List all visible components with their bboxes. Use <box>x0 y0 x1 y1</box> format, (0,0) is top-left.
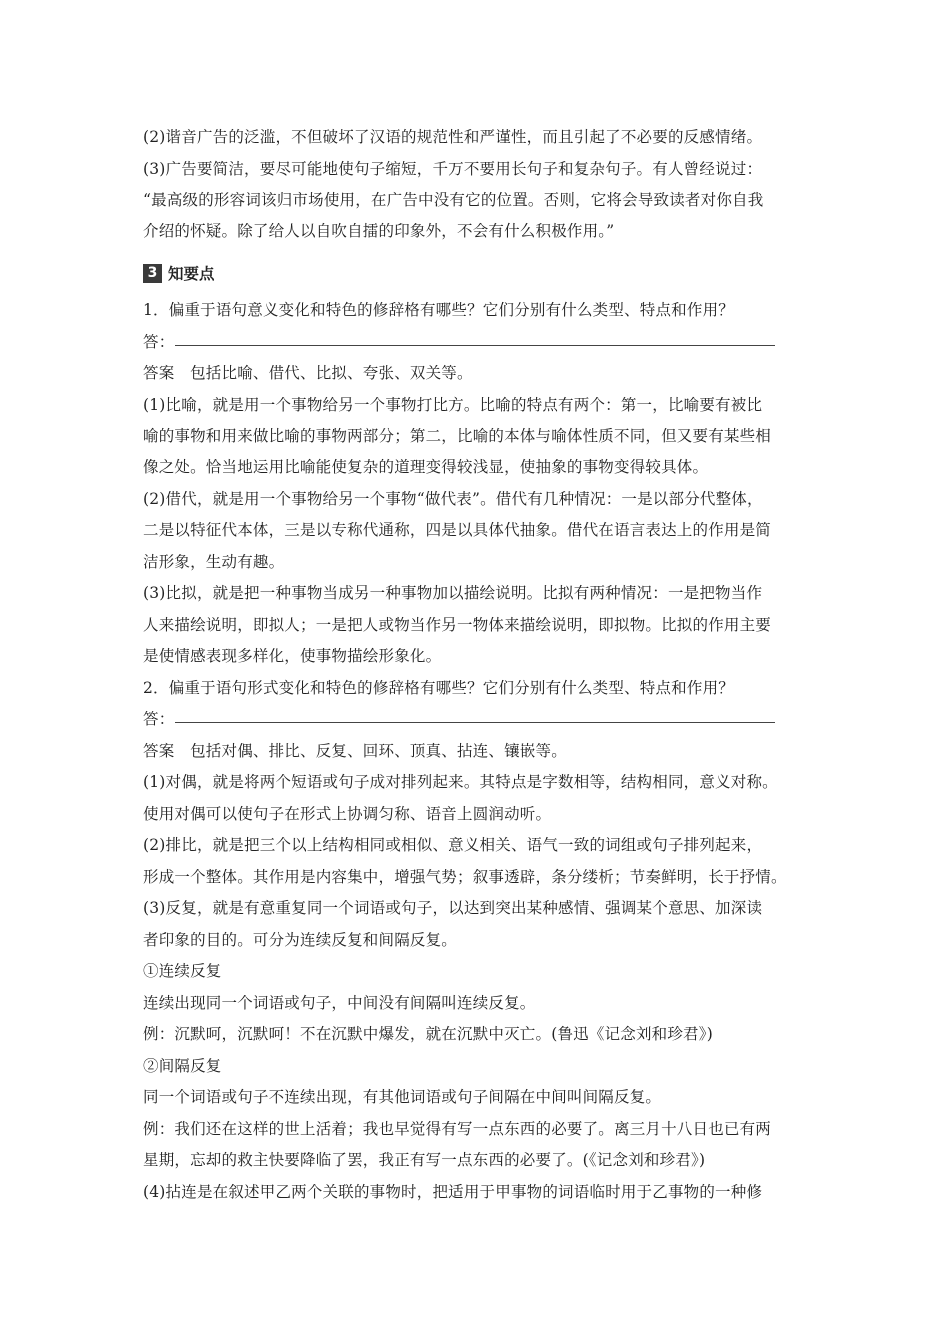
answer-text: ②间隔反复 <box>143 1057 222 1075</box>
answer-text: 人来描绘说明，即拟人；一是把人或物当作另一物体来描绘说明，即拟物。比拟的作用主要 <box>143 616 772 634</box>
question-2: 2．偏重于语句形式变化和特色的修辞格有哪些？它们分别有什么类型、特点和作用？ <box>143 679 734 697</box>
answer-text: (3)反复，就是有意重复同一个词语或句子，以达到突出某种感情、强调某个意思、加深读 <box>143 899 763 917</box>
answer-text: 使用对偶可以使句子在形式上协调匀称、语音上圆润动听。 <box>143 805 552 823</box>
answer-text: 洁形象，生动有趣。 <box>143 553 285 571</box>
paragraph-line: (2)谐音广告的泛滥，不但破坏了汉语的规范性和严谨性，而且引起了不必要的反感情绪。 <box>143 128 763 146</box>
answer-text: 同一个词语或句子不连续出现，有其他词语或句子间隔在中间叫间隔反复。 <box>143 1088 662 1106</box>
answer-text: 连续出现同一个词语或句子，中间没有间隔叫连续反复。 <box>143 994 536 1012</box>
answer-text: 者印象的目的。可分为连续反复和间隔反复。 <box>143 931 458 949</box>
answer-text: (2)排比，就是把三个以上结构相同或相似、意义相关、语气一致的词组或句子排列起来， <box>143 836 763 854</box>
answer-text: (2)借代，就是用一个事物给另一个事物“做代表”。借代有几种情况：一是以部分代整体， <box>143 490 763 508</box>
answer-text: 星期，忘却的救主快要降临了罢，我正有写一点东西的必要了。(《记念刘和珍君》) <box>143 1151 706 1169</box>
answer-text: 像之处。恰当地运用比喻能使复杂的道理变得较浅显，使抽象的事物变得较具体。 <box>143 458 709 476</box>
section-heading <box>143 262 215 284</box>
section-title: 知要点 <box>168 265 215 283</box>
answer-text: (1)对偶，就是将两个短语或句子成对排列起来。其特点是字数相等，结构相同，意义对称。 <box>143 773 778 791</box>
answer-text: 二是以特征代本体，三是以专称代通称，四是以具体代抽象。借代在语言表达上的作用是简 <box>143 521 772 539</box>
question-1: 1．偏重于语句意义变化和特色的修辞格有哪些？它们分别有什么类型、特点和作用？ <box>143 301 734 319</box>
answer-text: 喻的事物和用来做比喻的事物两部分；第二，比喻的本体与喻体性质不同，但又要有某些相 <box>143 427 772 445</box>
answer-text: 例：沉默呵，沉默呵！不在沉默中爆发，就在沉默中灭亡。(鲁迅《记念刘和珍君》) <box>143 1025 713 1043</box>
section-number-badge: 3 <box>143 264 162 283</box>
answer-label-1: 答： <box>143 333 175 351</box>
answer-text: (4)拈连是在叙述甲乙两个关联的事物时，把适用于甲事物的词语临时用于乙事物的一种修 <box>143 1183 763 1201</box>
paragraph-line: (3)广告要简洁，要尽可能地使句子缩短，千万不要用长句子和复杂句子。有人曾经说过： <box>143 160 763 178</box>
answer-label-2: 答： <box>143 710 175 728</box>
answer-text: 例：我们还在这样的世上活着；我也早觉得有写一点东西的必要了。离三月十八日也已有两 <box>143 1120 772 1138</box>
answer-blank-1 <box>175 345 775 346</box>
answer-text: 答案 包括比喻、借代、比拟、夸张、双关等。 <box>143 364 473 382</box>
paragraph-line: 介绍的怀疑。除了给人以自吹自擂的印象外，不会有什么积极作用。” <box>143 222 615 240</box>
answer-text: 是使情感表现多样化，使事物描绘形象化。 <box>143 647 442 665</box>
answer-text: 形成一个整体。其作用是内容集中，增强气势；叙事透辟，条分缕析；节奏鲜明，长于抒情。 <box>143 868 787 886</box>
answer-blank-2 <box>175 722 775 723</box>
answer-text: 答案 包括对偶、排比、反复、回环、顶真、拈连、镶嵌等。 <box>143 742 567 760</box>
answer-text: (3)比拟，就是把一种事物当成另一种事物加以描绘说明。比拟有两种情况：一是把物当作 <box>143 584 763 602</box>
answer-text: ①连续反复 <box>143 962 222 980</box>
paragraph-line: “最高级的形容词该归市场使用，在广告中没有它的位置。否则，它将会导致读者对你自我 <box>143 191 764 209</box>
answer-text: (1)比喻，就是用一个事物给另一个事物打比方。比喻的特点有两个：第一，比喻要有被比 <box>143 396 763 414</box>
